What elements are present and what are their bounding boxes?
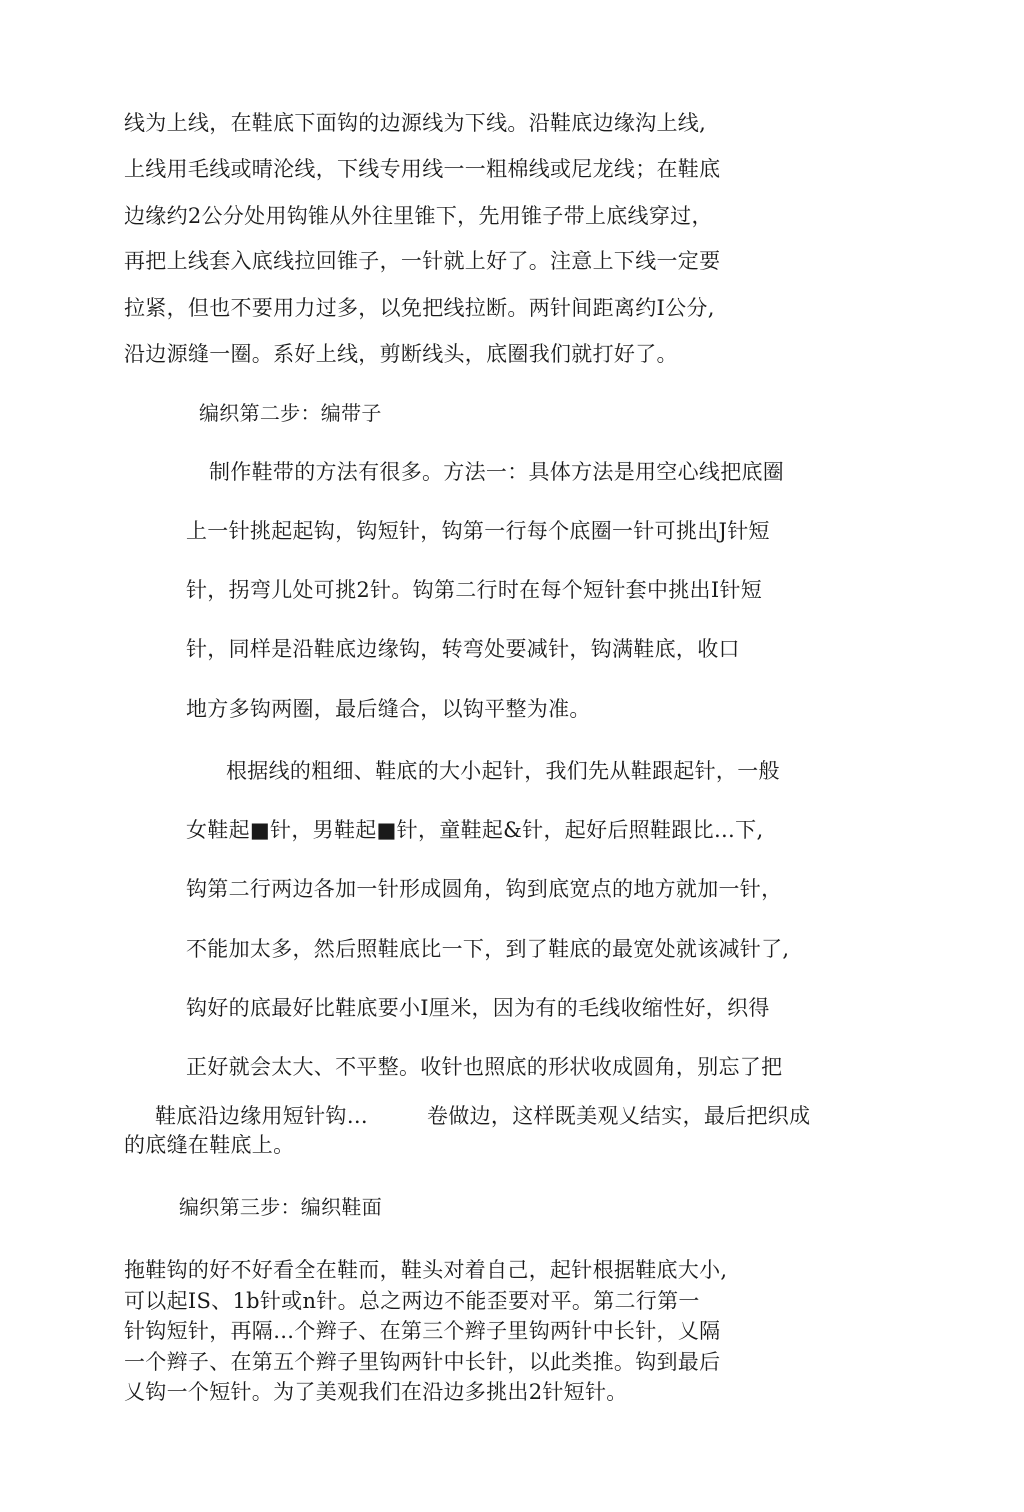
- text-line: 卷做边，这样既美观乂结实，最后把织成: [427, 1104, 811, 1128]
- text-line: 根据线的粗细、鞋底的大小起针，我们先从鞋跟起针，一般: [226, 759, 780, 783]
- text-line: 乂钩一个短针。为了美观我们在沿边多挑出2针短针。: [124, 1380, 628, 1404]
- step-2-heading: 编织第二步：编带子: [199, 401, 382, 425]
- text-line: 一个辫子、在第五个辫子里钩两针中长针，以此类推。钩到最后: [124, 1350, 721, 1374]
- text-line: 正好就会太大、不平整。收针也照底的形状收成圆角，别忘了把: [186, 1055, 783, 1079]
- text-line: 钩第二行两边各加一针形成圆角，钩到底宽点的地方就加一针，: [186, 877, 783, 901]
- step-3-heading: 编织第三步：编织鞋面: [179, 1195, 382, 1219]
- text-line: 沿边源缝一圈。系好上线，剪断线头，底圈我们就打好了。: [124, 342, 678, 366]
- text-line: 针，同样是沿鞋底边缘钩，转弯处要减针，钩满鞋底，收口: [186, 637, 740, 661]
- text-line: 针钩短针，再隔…个辫子、在第三个辫子里钩两针中长针，乂隔: [124, 1319, 721, 1343]
- text-line: 针，拐弯儿处可挑2针。钩第二行时在每个短针套中挑出I针短: [186, 578, 763, 602]
- text-line: 线为上线，在鞋底下面钩的边源线为下线。沿鞋底边缘沟上线,: [124, 111, 707, 135]
- text-line: 拉紧，但也不要用力过多，以免把线拉断。两针间距离约I公分,: [124, 296, 715, 320]
- text-line: 上一针挑起起钩，钩短针，钩第一行每个底圈一针可挑出J针短: [186, 519, 770, 543]
- text-line: 上线用毛线或晴沦线，下线专用线一一粗棉线或尼龙线；在鞋底: [124, 157, 721, 181]
- text-line: 再把上线套入底线拉回锥子，一针就上好了。注意上下线一定要: [124, 249, 721, 273]
- text-line: 制作鞋带的方法有很多。方法一：具体方法是用空心线把底圈: [209, 460, 785, 484]
- text-line: 的底缝在鞋底上。: [124, 1133, 295, 1157]
- text-line: 不能加太多，然后照鞋底比一下，到了鞋底的最宽处就该减针了,: [186, 937, 790, 961]
- text-line: 可以起IS、1b针或n针。总之两边不能歪要对平。第二行第一: [124, 1289, 700, 1313]
- text-line: 边缘约2公分处用钩锥从外往里锥下，先用锥子带上底线穿过，: [124, 204, 713, 228]
- text-line: 拖鞋钩的好不好看全在鞋而，鞋头对着自己，起针根据鞋底大小,: [124, 1258, 728, 1282]
- text-line: 女鞋起■针，男鞋起■针，童鞋起&针，起好后照鞋跟比…下,: [186, 818, 764, 842]
- text-line: 钩好的底最好比鞋底要小I厘米，因为有的毛线收缩性好，织得: [186, 996, 770, 1020]
- text-line: 地方多钩两圈，最后缝合，以钩平整为准。: [186, 697, 591, 721]
- text-line: 鞋底沿边缘用短针钩…: [155, 1104, 368, 1128]
